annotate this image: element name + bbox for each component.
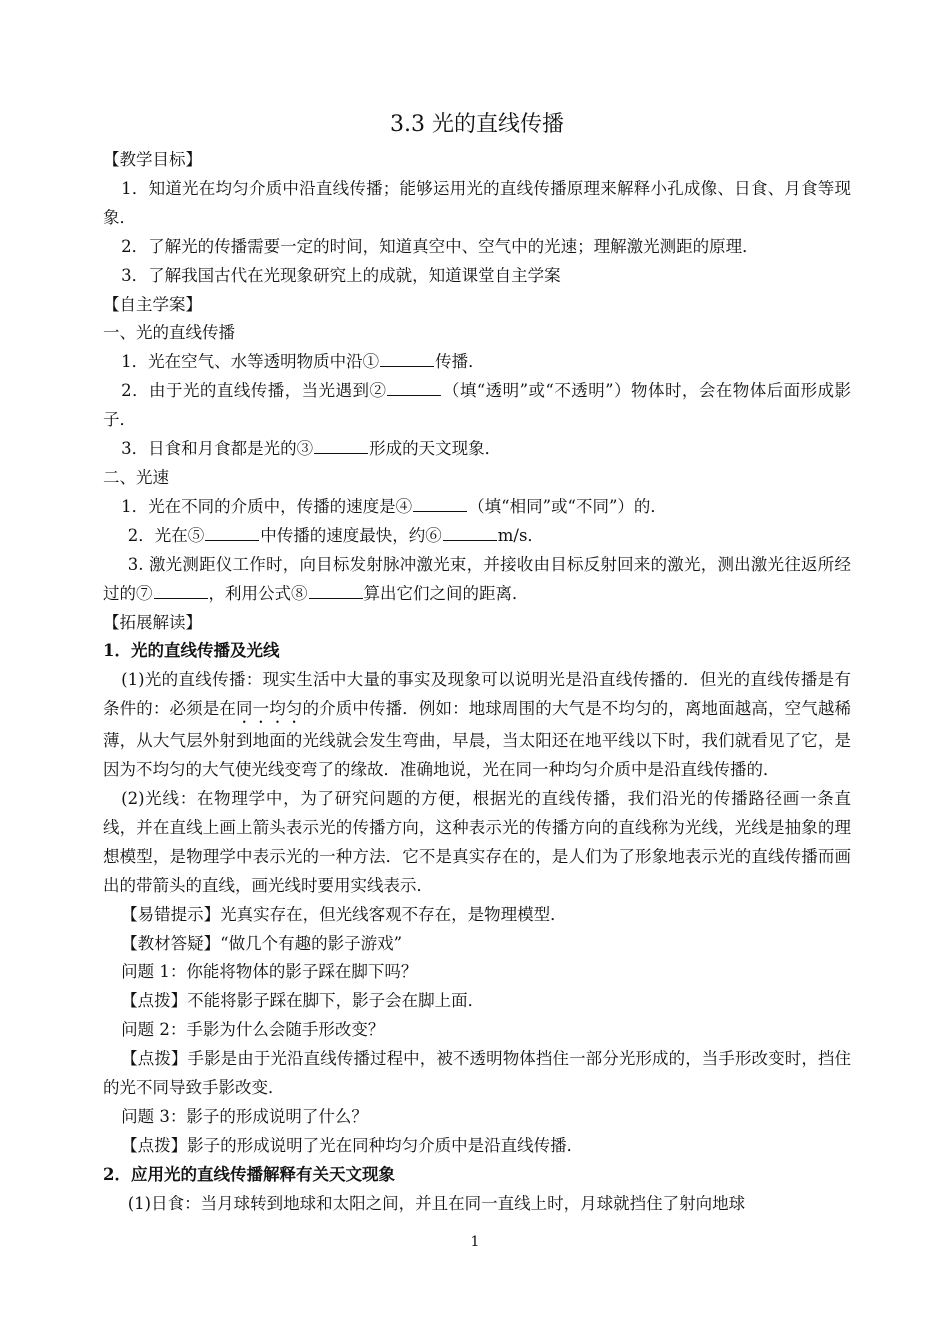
answer-3: 【点拨】影子的形成说明了光在同种均匀介质中是沿直线传播． — [121, 1135, 584, 1155]
self-study-item-1-2: 2．由于光的直线传播，当光遇到② （填“透明”或“不透明”）物体时，会在物体后面形成影子． — [103, 381, 851, 430]
extension-1-title: 1．光的直线传播及光线 — [103, 641, 280, 661]
extension-1-paragraph-2: (2)光线：在物理学中，为了研究问题的方便，根据光的直线传播，我们沿光的传播路径画一条直线，并在直线上画上箭头表示光的传播方向，这种表示光的传播方向的直线称为光线，光线是抽象的理想模型，是物理学中表示光的一种方法．它不是真实存在的，是人们为了形象地表示光的直线传播而画出的带箭头的直线，画光线时要用实线表示． — [103, 789, 851, 895]
self-study-item-1-1: 1．光在空气、水等透明物质中沿① 传播． — [121, 352, 485, 372]
question-2: 问题 2：手影为什么会随手形改变？ — [121, 1020, 385, 1040]
answer-1: 【点拨】不能将影子踩在脚下，影子会在脚上面． — [121, 991, 485, 1011]
document-page — [103, 108, 851, 1219]
section-1-title: 一、光的直线传播 — [103, 323, 235, 343]
answer-blank-1[interactable] — [380, 350, 434, 367]
answer-2: 【点拨】手影是由于光沿直线传播过程中，被不透明物体挡住一部分光形成的，当手形改变时，挡住的光不同导致手影改变． — [103, 1049, 851, 1098]
self-study-item-1-3: 3．日食和月食都是光的③ 形成的天文现象． — [121, 439, 502, 459]
goal-item-1: 1．知道光在均匀介质中沿直线传播；能够运用光的直线传播原理来解释小孔成像、日食、月食等现象． — [103, 178, 851, 227]
question-1: 问题 1：你能将物体的影子踩在脚下吗？ — [121, 962, 418, 982]
page-title: 3.3 光的直线传播 — [390, 112, 564, 137]
textbook-qa-header: 【教材答疑】“做几个有趣的影子游戏” — [121, 933, 403, 953]
emphasis-dotted-text: 同一均匀 — [236, 699, 303, 719]
extension-1-paragraph-1: (1)光的直线传播：现实生活中大量的事实及现象可以说明光是沿直线传播的．但光的直线传播是有条件的：必须是在同一均匀的介质中传播．例如：地球周围的大气是不均匀的，离地面越高，空气越稀薄，从大气层外射到地面的光线就会发生弯曲，早晨，当太阳还在地平线以下时，我们就看见了它，是因为不均匀的大气使光线变弯了的缘故．准确地说，光在同一种均匀介质中是沿直线传播的． — [103, 670, 851, 780]
answer-blank-2[interactable] — [387, 379, 441, 396]
self-study-item-2-2: 2．光在⑤ 中传播的速度最快，约⑥ m/s． — [127, 525, 544, 545]
answer-blank-7[interactable] — [154, 582, 208, 599]
self-study-item-2-1: 1．光在不同的介质中，传播的速度是④ （填“相同”或“不同”）的． — [121, 496, 667, 516]
error-tip: 【易错提示】光真实存在，但光线客观不存在，是物理模型． — [121, 904, 567, 924]
question-3: 问题 3：影子的形成说明了什么？ — [121, 1107, 368, 1126]
answer-blank-4[interactable] — [413, 495, 467, 512]
extension-header: 【拓展解读】 — [103, 612, 202, 632]
page-number: 1 — [470, 1234, 480, 1250]
answer-blank-6[interactable] — [443, 524, 497, 541]
self-study-header: 【自主学案】 — [103, 294, 202, 314]
goal-item-3: 3．了解我国古代在光现象研究上的成就，知道课堂自主学案 — [121, 265, 561, 285]
self-study-item-2-3: 3. 激光测距仪工作时，向目标发射脉冲激光束，并接收由目标反射回来的激光，测出激光往返所经过的⑦ ，利用公式⑧ 算出它们之间的距离． — [103, 554, 851, 603]
answer-blank-3[interactable] — [314, 437, 368, 454]
goal-item-2: 2．了解光的传播需要一定的时间，知道真空中、空气中的光速；理解激光测距的原理． — [121, 236, 759, 256]
extension-2-title: 2．应用光的直线传播解释有关天文现象 — [103, 1164, 395, 1184]
answer-blank-5[interactable] — [205, 524, 259, 541]
teaching-goal-header: 【教学目标】 — [103, 150, 202, 169]
section-2-title: 二、光速 — [103, 467, 169, 487]
answer-blank-8[interactable] — [309, 582, 363, 599]
extension-2-paragraph-1: (1)日食：当月球转到地球和太阳之间，并且在同一直线上时，月球就挡住了射向地球 — [127, 1193, 746, 1213]
